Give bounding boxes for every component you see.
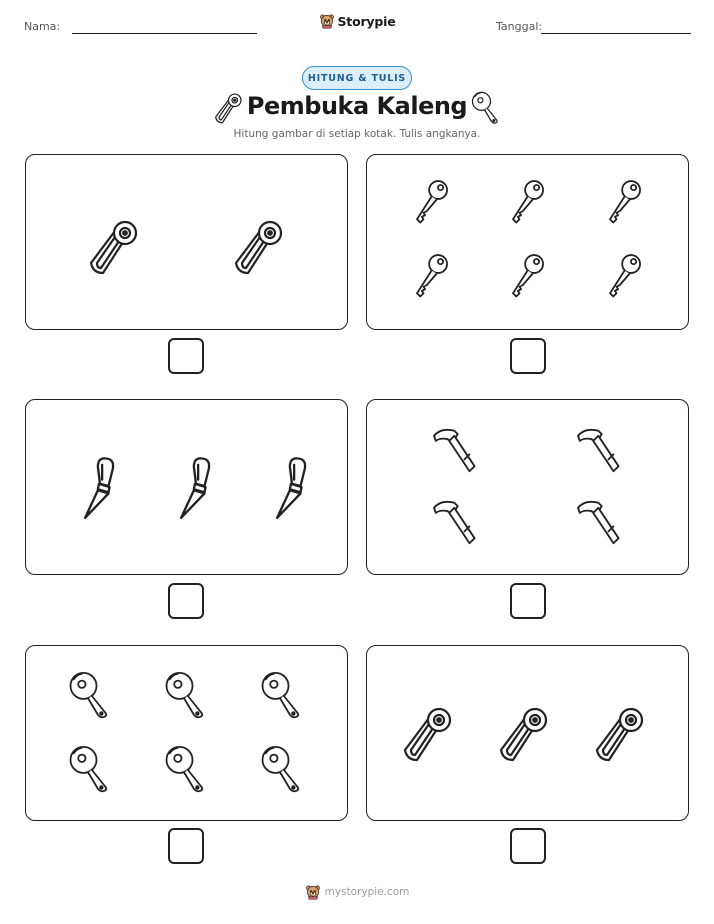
instructions: Hitung gambar di setiap kotak. Tulis angkanya. — [233, 128, 481, 140]
counting-panel-2 — [366, 154, 689, 330]
can-opener-icon — [160, 742, 212, 794]
counting-panel-4 — [366, 399, 689, 575]
can-opener-icon — [468, 89, 504, 125]
page-title: Pembuka Kaleng — [246, 92, 468, 120]
brand-name: Storypie — [337, 13, 396, 29]
can-opener-icon — [256, 668, 308, 720]
key-icon — [597, 251, 649, 303]
rotary-cutter-icon — [491, 700, 555, 764]
counting-panel-5 — [25, 645, 348, 821]
rotary-cutter-icon — [587, 700, 651, 764]
craft-knife-icon — [66, 452, 134, 520]
can-opener-icon — [256, 742, 308, 794]
craft-knife-icon — [162, 452, 230, 520]
name-label: Nama: — [24, 20, 61, 33]
key-icon — [404, 177, 456, 229]
name-line[interactable] — [72, 33, 257, 34]
key-icon — [404, 251, 456, 303]
answer-box-6[interactable] — [510, 828, 546, 864]
answer-box-2[interactable] — [510, 338, 546, 374]
hammer-icon — [429, 496, 483, 550]
footer-url[interactable]: mystorypie.com — [324, 886, 410, 898]
hammer-icon — [573, 424, 627, 478]
brand-logo — [0, 13, 714, 29]
rotary-cutter-icon — [81, 213, 145, 277]
hammer-icon — [429, 424, 483, 478]
answer-box-3[interactable] — [168, 583, 204, 619]
key-icon — [597, 177, 649, 229]
date-label: Tanggal: — [496, 20, 543, 33]
date-line[interactable] — [541, 33, 691, 34]
bear-logo-icon — [305, 884, 321, 900]
key-icon — [500, 251, 552, 303]
can-opener-icon — [64, 668, 116, 720]
footer — [0, 884, 714, 900]
rotary-cutter-icon — [226, 213, 290, 277]
rotary-cutter-icon — [395, 700, 459, 764]
key-icon — [500, 177, 552, 229]
counting-panel-3 — [25, 399, 348, 575]
can-opener-icon — [160, 668, 212, 720]
answer-box-5[interactable] — [168, 828, 204, 864]
counting-panel-1 — [25, 154, 348, 330]
craft-knife-icon — [258, 452, 326, 520]
can-opener-icon — [64, 742, 116, 794]
answer-box-4[interactable] — [510, 583, 546, 619]
answer-box-1[interactable] — [168, 338, 204, 374]
activity-badge: HITUNG & TULIS — [302, 66, 412, 90]
counting-panel-6 — [366, 645, 689, 821]
hammer-icon — [573, 496, 627, 550]
bear-logo-icon — [319, 13, 335, 29]
